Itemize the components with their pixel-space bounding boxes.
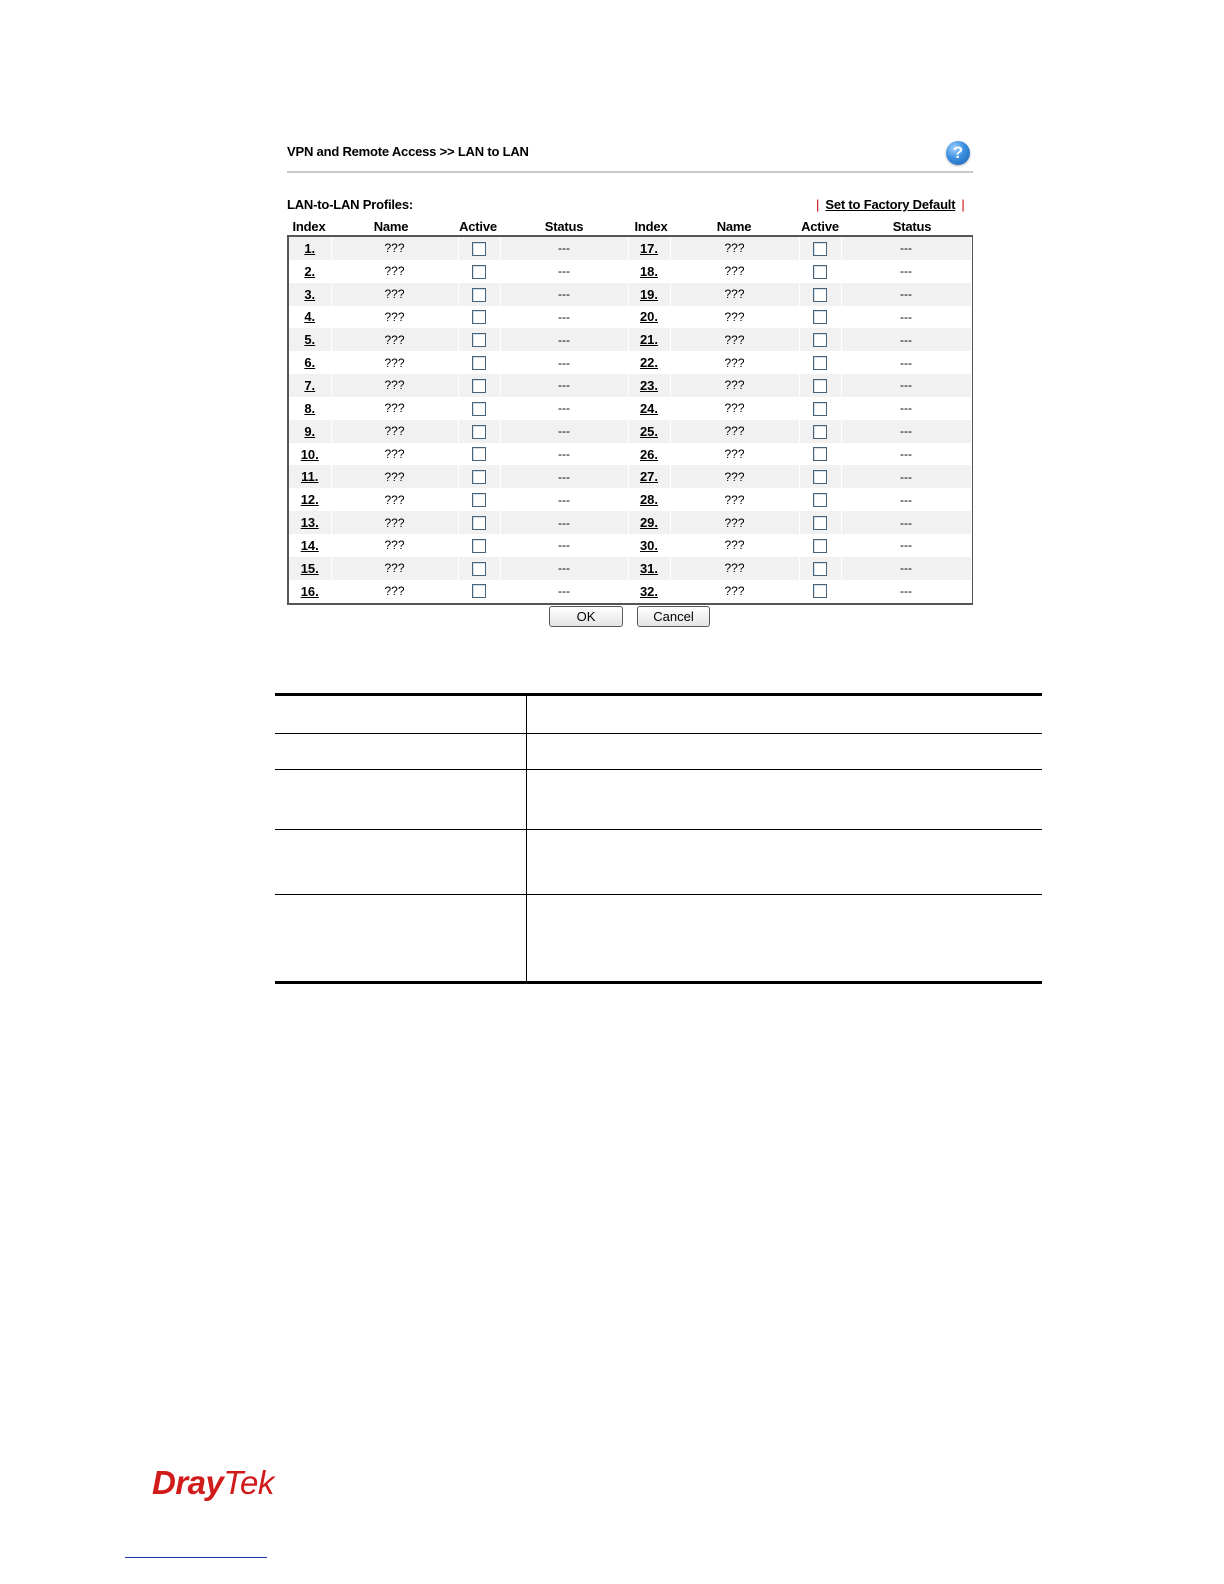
profile-index-cell <box>628 557 670 580</box>
factory-default-area <box>816 197 965 212</box>
profile-active-checkbox[interactable] <box>813 470 827 484</box>
profile-name: ??? <box>670 534 799 557</box>
profile-name: ??? <box>331 351 458 374</box>
table-row <box>289 397 971 420</box>
profile-active-cell <box>458 237 500 260</box>
profile-index-cell <box>628 260 670 283</box>
profile-index-link[interactable]: 17. <box>639 240 659 256</box>
table-row <box>289 420 971 443</box>
profile-index-link[interactable]: 5. <box>304 332 316 348</box>
profile-index-cell <box>289 397 331 420</box>
profile-index-link[interactable]: 12. <box>300 492 319 508</box>
profile-status: --- <box>841 465 971 488</box>
profile-active-checkbox[interactable] <box>813 516 827 530</box>
profile-status: --- <box>841 420 971 443</box>
profile-index-link[interactable]: 7. <box>304 377 316 393</box>
profile-active-checkbox[interactable] <box>472 539 486 553</box>
profile-status: --- <box>500 557 628 580</box>
logo-dray: Dray <box>152 1464 224 1501</box>
profile-active-checkbox[interactable] <box>472 242 486 256</box>
profile-name: ??? <box>670 260 799 283</box>
profile-active-cell <box>458 511 500 534</box>
ok-button[interactable]: OK <box>549 606 623 627</box>
profile-status: --- <box>841 306 971 329</box>
profile-index-link[interactable]: 30. <box>639 537 659 553</box>
profile-index-cell <box>289 328 331 351</box>
profile-active-checkbox[interactable] <box>472 447 486 461</box>
profile-status: --- <box>841 534 971 557</box>
profile-index-link[interactable]: 28. <box>639 492 659 508</box>
profile-active-checkbox[interactable] <box>813 310 827 324</box>
profile-index-cell <box>628 488 670 511</box>
profile-status: --- <box>841 351 971 374</box>
profile-name: ??? <box>331 374 458 397</box>
profile-status: --- <box>500 283 628 306</box>
profile-status: --- <box>841 328 971 351</box>
profile-active-cell <box>458 557 500 580</box>
table-row <box>289 443 971 466</box>
profile-name: ??? <box>670 465 799 488</box>
profile-active-cell <box>799 374 841 397</box>
profile-active-cell <box>458 328 500 351</box>
profile-active-cell <box>799 443 841 466</box>
profile-name: ??? <box>670 397 799 420</box>
profile-index-cell <box>289 351 331 374</box>
profile-active-checkbox[interactable] <box>813 242 827 256</box>
profile-index-cell <box>289 488 331 511</box>
desc-cell <box>275 895 527 983</box>
profile-index-link[interactable]: 18. <box>639 263 659 279</box>
profile-index-link[interactable]: 3. <box>304 286 316 302</box>
col-index-2: Index <box>634 218 668 234</box>
profile-status: --- <box>500 397 628 420</box>
profile-name: ??? <box>670 306 799 329</box>
profile-active-checkbox[interactable] <box>813 539 827 553</box>
profile-active-cell <box>799 557 841 580</box>
profile-index-link[interactable]: 19. <box>639 286 659 302</box>
profile-index-cell <box>628 306 670 329</box>
page-title: VPN and Remote Access >> LAN to LAN <box>287 144 529 159</box>
profile-active-checkbox[interactable] <box>472 584 486 598</box>
profile-status: --- <box>841 557 971 580</box>
profile-active-cell <box>458 374 500 397</box>
profile-active-checkbox[interactable] <box>813 447 827 461</box>
profile-active-checkbox[interactable] <box>472 379 486 393</box>
profile-active-checkbox[interactable] <box>472 425 486 439</box>
profile-index-cell <box>289 237 331 260</box>
profile-active-cell <box>799 328 841 351</box>
profile-index-cell <box>289 374 331 397</box>
desc-cell <box>275 695 527 734</box>
profile-index-link[interactable]: 14. <box>300 537 319 553</box>
profile-active-cell <box>458 283 500 306</box>
profile-active-cell <box>458 465 500 488</box>
table-row <box>289 283 971 306</box>
profile-index-cell <box>289 511 331 534</box>
profile-index-cell <box>628 351 670 374</box>
profile-name: ??? <box>331 511 458 534</box>
logo-tek: Tek <box>223 1464 274 1501</box>
profile-status: --- <box>841 488 971 511</box>
profile-index-cell <box>289 443 331 466</box>
profile-index-link[interactable]: 27. <box>639 469 659 485</box>
desc-row <box>275 695 1042 734</box>
profile-active-cell <box>799 397 841 420</box>
profile-status: --- <box>841 397 971 420</box>
profile-index-link[interactable]: 24. <box>639 400 659 416</box>
description-table <box>275 693 1042 984</box>
table-row <box>289 237 971 260</box>
desc-row <box>275 830 1042 895</box>
table-row <box>289 488 971 511</box>
profile-index-link[interactable]: 31. <box>639 560 659 576</box>
profile-status: --- <box>500 488 628 511</box>
profile-status: --- <box>500 306 628 329</box>
profile-status: --- <box>500 534 628 557</box>
profile-status: --- <box>841 511 971 534</box>
profile-active-checkbox[interactable] <box>813 402 827 416</box>
profile-status: --- <box>500 351 628 374</box>
profile-index-cell <box>628 511 670 534</box>
profile-name: ??? <box>331 488 458 511</box>
help-icon[interactable]: ? <box>946 141 970 165</box>
profile-name: ??? <box>670 580 799 603</box>
profile-name: ??? <box>331 328 458 351</box>
profile-name: ??? <box>331 465 458 488</box>
profiles-label: LAN-to-LAN Profiles: <box>287 197 413 212</box>
profile-index-link[interactable]: 15. <box>300 560 319 576</box>
col-name-2: Name <box>716 218 752 234</box>
profile-name: ??? <box>331 580 458 603</box>
title-separator <box>287 171 973 173</box>
profile-name: ??? <box>331 260 458 283</box>
profile-active-cell <box>458 420 500 443</box>
table-row <box>289 557 971 580</box>
profile-status: --- <box>500 420 628 443</box>
profile-index-link[interactable]: 4. <box>304 309 316 325</box>
profile-name: ??? <box>670 374 799 397</box>
desc-row <box>275 895 1042 983</box>
table-row <box>289 328 971 351</box>
profile-index-cell <box>289 580 331 603</box>
table-row <box>289 260 971 283</box>
profile-active-cell <box>799 511 841 534</box>
profile-index-link[interactable]: 10. <box>300 446 319 462</box>
profile-status: --- <box>500 260 628 283</box>
profile-name: ??? <box>331 420 458 443</box>
table-row <box>289 511 971 534</box>
profile-active-cell <box>458 580 500 603</box>
profile-index-cell <box>289 306 331 329</box>
separator-left: | <box>816 197 820 212</box>
table-row <box>289 374 971 397</box>
profile-active-checkbox[interactable] <box>813 379 827 393</box>
profile-active-checkbox[interactable] <box>813 562 827 576</box>
profile-status: --- <box>500 580 628 603</box>
profile-index-cell <box>289 465 331 488</box>
table-row <box>289 534 971 557</box>
profile-status: --- <box>500 374 628 397</box>
desc-cell <box>527 695 1043 734</box>
profile-name: ??? <box>331 237 458 260</box>
profile-index-cell <box>628 465 670 488</box>
profile-active-cell <box>458 534 500 557</box>
profile-active-cell <box>458 260 500 283</box>
profile-active-checkbox[interactable] <box>472 265 486 279</box>
profile-index-link[interactable]: 16. <box>300 583 319 599</box>
profile-name: ??? <box>331 283 458 306</box>
profile-status: --- <box>500 328 628 351</box>
table-row <box>289 465 971 488</box>
profile-active-checkbox[interactable] <box>472 333 486 347</box>
profile-active-checkbox[interactable] <box>813 493 827 507</box>
profile-status: --- <box>841 260 971 283</box>
desc-cell <box>275 734 527 770</box>
profile-index-cell <box>628 534 670 557</box>
draytek-logo <box>152 1464 274 1502</box>
profile-index-cell <box>628 237 670 260</box>
set-factory-default-link[interactable]: Set to Factory Default <box>825 197 956 212</box>
profile-index-cell <box>289 283 331 306</box>
desc-row <box>275 770 1042 830</box>
profile-active-cell <box>458 443 500 466</box>
profile-active-cell <box>799 351 841 374</box>
desc-cell <box>275 770 527 830</box>
profile-status: --- <box>841 443 971 466</box>
profile-index-cell <box>628 328 670 351</box>
profile-index-cell <box>289 557 331 580</box>
profile-index-link[interactable]: 13. <box>300 515 319 531</box>
profile-index-link[interactable]: 29. <box>639 515 659 531</box>
cancel-button[interactable]: Cancel <box>637 606 710 627</box>
profile-active-checkbox[interactable] <box>472 402 486 416</box>
col-status-2: Status <box>892 218 932 234</box>
profile-active-cell <box>458 397 500 420</box>
profile-name: ??? <box>331 534 458 557</box>
profile-index-link[interactable]: 25. <box>639 423 659 439</box>
profile-name: ??? <box>670 237 799 260</box>
profile-index-cell <box>628 443 670 466</box>
profile-index-link[interactable]: 26. <box>639 446 659 462</box>
profile-index-link[interactable]: 1. <box>304 240 316 256</box>
footer-line <box>125 1557 267 1558</box>
profile-active-cell <box>799 580 841 603</box>
profile-index-link[interactable]: 2. <box>304 263 316 279</box>
profile-index-cell <box>628 420 670 443</box>
profile-name: ??? <box>670 488 799 511</box>
profile-active-checkbox[interactable] <box>472 288 486 302</box>
profile-status: --- <box>841 237 971 260</box>
profile-name: ??? <box>670 328 799 351</box>
profile-name: ??? <box>331 443 458 466</box>
desc-cell <box>527 895 1043 983</box>
profile-active-cell <box>799 420 841 443</box>
desc-cell <box>527 734 1043 770</box>
profile-active-cell <box>799 306 841 329</box>
desc-cell <box>275 830 527 895</box>
profile-name: ??? <box>670 443 799 466</box>
profile-active-cell <box>458 488 500 511</box>
profile-index-cell <box>628 580 670 603</box>
separator-right: | <box>961 197 965 212</box>
profile-index-cell <box>289 260 331 283</box>
profile-index-cell <box>628 283 670 306</box>
profile-name: ??? <box>331 306 458 329</box>
profile-active-checkbox[interactable] <box>472 516 486 530</box>
table-row <box>289 351 971 374</box>
desc-row <box>275 734 1042 770</box>
profile-name: ??? <box>670 351 799 374</box>
profile-name: ??? <box>670 420 799 443</box>
profile-index-link[interactable]: 11. <box>301 469 319 485</box>
profiles-header <box>287 218 973 234</box>
profile-index-cell <box>289 534 331 557</box>
profile-active-checkbox[interactable] <box>813 333 827 347</box>
profile-active-cell <box>799 283 841 306</box>
profile-active-cell <box>799 534 841 557</box>
profiles-table <box>287 235 973 605</box>
profile-index-cell <box>289 420 331 443</box>
profile-active-cell <box>799 465 841 488</box>
profile-active-checkbox[interactable] <box>472 310 486 324</box>
profile-status: --- <box>500 443 628 466</box>
profile-index-cell <box>628 374 670 397</box>
profile-status: --- <box>841 374 971 397</box>
profile-name: ??? <box>670 511 799 534</box>
profile-index-link[interactable]: 8. <box>304 400 316 416</box>
profile-active-checkbox[interactable] <box>472 562 486 576</box>
col-index: Index <box>292 218 326 234</box>
col-status: Status <box>544 218 584 234</box>
profile-active-checkbox[interactable] <box>813 584 827 598</box>
profile-name: ??? <box>331 557 458 580</box>
profile-index-link[interactable]: 21. <box>639 332 659 348</box>
profile-index-cell <box>628 397 670 420</box>
desc-cell <box>527 830 1043 895</box>
profile-active-cell <box>458 351 500 374</box>
profile-name: ??? <box>670 283 799 306</box>
table-row <box>289 306 971 329</box>
col-name: Name <box>373 218 409 234</box>
profile-index-link[interactable]: 9. <box>304 423 316 439</box>
desc-cell <box>527 770 1043 830</box>
profile-active-checkbox[interactable] <box>472 493 486 507</box>
profile-index-link[interactable]: 6. <box>304 355 316 371</box>
col-active-2: Active <box>801 218 839 234</box>
profile-active-cell <box>799 488 841 511</box>
profile-active-checkbox[interactable] <box>813 425 827 439</box>
profile-active-checkbox[interactable] <box>813 265 827 279</box>
profile-active-checkbox[interactable] <box>472 356 486 370</box>
profile-index-link[interactable]: 20. <box>639 309 659 325</box>
table-row <box>289 580 971 603</box>
profile-active-checkbox[interactable] <box>813 356 827 370</box>
profile-active-checkbox[interactable] <box>472 470 486 484</box>
profile-status: --- <box>841 580 971 603</box>
profile-status: --- <box>500 511 628 534</box>
profile-status: --- <box>500 237 628 260</box>
profile-active-checkbox[interactable] <box>813 288 827 302</box>
profile-status: --- <box>500 465 628 488</box>
profile-active-cell <box>458 306 500 329</box>
profile-name: ??? <box>670 557 799 580</box>
profile-active-cell <box>799 260 841 283</box>
col-active: Active <box>459 218 497 234</box>
profile-index-link[interactable]: 22. <box>639 355 659 371</box>
profile-status: --- <box>841 283 971 306</box>
profile-index-link[interactable]: 32. <box>639 583 659 599</box>
profile-index-link[interactable]: 23. <box>639 377 659 393</box>
profile-active-cell <box>799 237 841 260</box>
profile-name: ??? <box>331 397 458 420</box>
